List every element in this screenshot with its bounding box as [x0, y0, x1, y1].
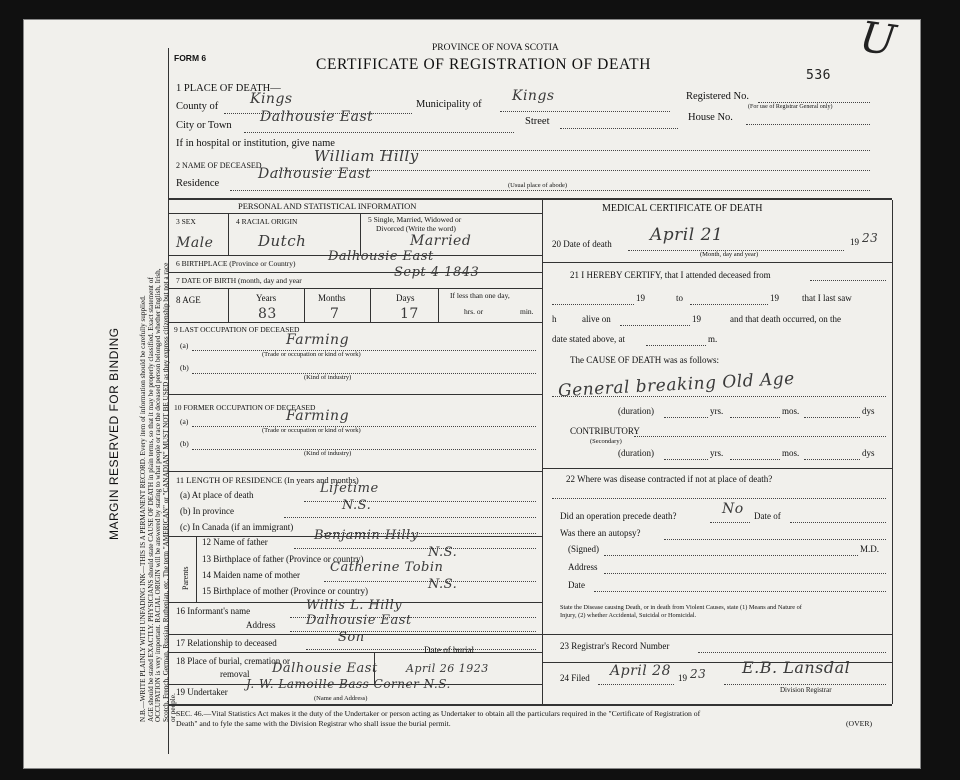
- marital-label-2: Divorced (Write the word): [376, 224, 456, 233]
- in-province-label: (b) In province: [180, 506, 234, 516]
- physician-address-line: [604, 573, 886, 574]
- at-place-of-death-label: (a) At place of death: [180, 490, 254, 500]
- duration2-line-1: [664, 459, 708, 460]
- in-canada-label: (c) In Canada (if an immigrant): [180, 522, 294, 532]
- county-value: Kings: [250, 91, 293, 107]
- former-occupation-line-b: [192, 449, 536, 450]
- footer-rule: [168, 704, 892, 706]
- operation-label: Did an operation precede death?: [560, 511, 677, 521]
- attended-from-line: [552, 304, 634, 305]
- contributory-label: CONTRIBUTORY: [570, 426, 640, 436]
- month-day-year-note: (Month, day and year): [700, 251, 759, 258]
- county-label: County of: [176, 101, 219, 112]
- margin-line-1: N.B.—WRITE PLAINLY WITH UNFADING INK—THIS IS A PERMANENT RECORD. Every item of information should be carefully supplied.: [139, 295, 147, 722]
- footer-text-1: SEC. 46.—Vital Statistics Act makes it the duty of the Undertaker or person acting as Undertaker to obtain all the particulars required in the "Certificate of Registration of: [176, 709, 701, 718]
- row-9-rule: [168, 394, 542, 395]
- registered-no-label: Registered No.: [686, 91, 749, 102]
- undertaker-value: J. W. Lamoille Bass Corner N.S.: [246, 677, 451, 691]
- physician-address-label: Address: [568, 562, 598, 572]
- deceased-name-label: 2 NAME OF DECEASED: [176, 161, 262, 170]
- date-stated-label: date stated above, at: [552, 334, 625, 344]
- registrar-signature: E.B. Lansdal: [742, 658, 851, 677]
- contributory-line: [634, 436, 886, 437]
- last-occupation-value: Farming: [286, 332, 350, 348]
- filed-year-prefix: 19: [678, 673, 687, 683]
- death-year-value: 23: [862, 231, 879, 245]
- at-place-of-death-value: Lifetime: [320, 481, 379, 496]
- h-label: h: [552, 314, 557, 324]
- medical-certificate-heading: MEDICAL CERTIFICATE OF DEATH: [602, 203, 763, 214]
- duration-line-2: [730, 417, 780, 418]
- age-days-value: 17: [400, 306, 419, 322]
- father-name-line: [294, 548, 536, 549]
- date-of-birth-label: 7 DATE OF BIRTH (month, day and year: [176, 276, 302, 285]
- over-label: (OVER): [846, 719, 873, 728]
- burial-place-value: Dalhousie East: [272, 661, 378, 676]
- date-of-burial-label: Date of burial: [424, 645, 474, 655]
- last-saw-label: that I last saw: [802, 293, 852, 303]
- house-no-line: [746, 124, 870, 125]
- province-heading: PROVINCE OF NOVA SCOTIA: [432, 43, 559, 53]
- city-value: Dalhousie East: [260, 109, 374, 125]
- column-divider: [542, 198, 543, 704]
- certify-label: 21 I HEREBY CERTIFY, that I attended deceased from: [570, 270, 771, 280]
- parents-col-line: [196, 536, 197, 602]
- father-name-label: 12 Name of father: [202, 537, 268, 547]
- physician-date-label: Date: [568, 580, 585, 590]
- violent-causes-note-1: State the Disease causing Death, or in death from Violent Causes, state (1) Means and Nature of: [560, 604, 802, 611]
- date-of-burial-value: April 26 1923: [406, 662, 489, 675]
- signed-line: [604, 555, 858, 556]
- secondary-note: (Secondary): [590, 438, 622, 445]
- parents-label: Parents: [181, 566, 190, 590]
- registrar-signature-line: [724, 684, 886, 685]
- duration2-mos: mos.: [782, 448, 800, 458]
- informant-name-value: Willis L. Hilly: [306, 598, 403, 613]
- last-occupation-b: (b): [180, 363, 189, 372]
- min-label: min.: [520, 307, 534, 316]
- operation-line: [710, 522, 750, 523]
- mother-name-value: Catherine Tobin: [330, 560, 444, 575]
- former-occupation-value: Farming: [286, 408, 350, 424]
- age-label: 8 AGE: [176, 295, 201, 305]
- sex-value: Male: [176, 235, 214, 251]
- burial-place-label: 18 Place of burial, cremation or: [176, 656, 290, 666]
- margin-line-3: OCCUPATION is very important. RACIAL ORIGIN will be answered by stating to what people or race the deceased person belonged whether English, Irish,: [154, 268, 163, 722]
- disease-contracted-label: 22 Where was disease contracted if not at place of death?: [566, 474, 773, 484]
- attended-year-a: 19: [636, 293, 645, 303]
- less-than-day-label: If less than one day,: [450, 291, 510, 300]
- trade-note: (Trade or occupation or kind of work): [262, 351, 361, 358]
- age-months-value: 7: [330, 306, 340, 322]
- father-birthplace-label: 13 Birthplace of father (Province or country): [202, 554, 364, 564]
- filed-label: 24 Filed: [560, 673, 590, 683]
- autopsy-label: Was there an autopsy?: [560, 528, 641, 538]
- street-label: Street: [525, 116, 550, 127]
- industry-note: (Kind of industry): [304, 374, 352, 381]
- cause-of-death-label: The CAUSE OF DEATH was as follows:: [570, 355, 719, 365]
- m-label: m.: [708, 334, 718, 344]
- attended-to-line: [690, 304, 768, 305]
- attended-year-b: 19: [770, 293, 779, 303]
- registrar-record-line: [698, 652, 886, 653]
- duration2-yrs: yrs.: [710, 448, 724, 458]
- cause-line: [552, 396, 886, 397]
- duration-dys: dys: [862, 406, 875, 416]
- age-col-line-4: [438, 288, 439, 322]
- row-10-rule: [168, 471, 542, 472]
- margin-binding-label: MARGIN RESERVED FOR BINDING: [107, 327, 121, 540]
- alive-on-year: 19: [692, 314, 701, 324]
- informant-name-label: 16 Informant's name: [176, 606, 251, 616]
- trade-note-2: (Trade or occupation or kind of work): [262, 427, 361, 434]
- registered-no-note: (For use of Registrar General only): [748, 104, 833, 110]
- duration-label: (duration): [618, 406, 654, 416]
- row-8-rule: [168, 322, 542, 323]
- father-birthplace-value: N.S.: [428, 545, 458, 560]
- undertaker-note: (Name and Address): [314, 695, 368, 702]
- days-label: Days: [396, 293, 415, 303]
- in-province-line: [284, 517, 536, 518]
- date-of-death-label: 20 Date of death: [552, 239, 612, 249]
- age-years-value: 83: [258, 306, 277, 322]
- age-col-line-1: [228, 288, 229, 322]
- relationship-label: 17 Relationship to deceased: [176, 638, 277, 648]
- months-label: Months: [318, 293, 346, 303]
- form-left-border: [168, 48, 169, 754]
- last-occupation-line-b: [192, 373, 536, 374]
- margin-line-4: Scotch, French, German, Russian, Ruthenian, etc. The term "AMERICAN" or "CANADIAN" MUST NOT BE USED as they express citizenship but not a race: [161, 262, 170, 722]
- sex-label: 3 SEX: [176, 217, 196, 226]
- marital-label-1: 5 Single, Married, Widowed or: [368, 215, 462, 224]
- death-year-prefix: 19: [850, 237, 859, 247]
- mother-birthplace-value: N.S.: [428, 577, 458, 592]
- former-occupation-a: (a): [180, 417, 189, 426]
- house-no-label: House No.: [688, 112, 733, 123]
- date-of-death-value: April 21: [650, 225, 724, 245]
- usual-abode-note: (Usual place of abode): [508, 182, 568, 189]
- date-of-operation-line: [790, 522, 886, 523]
- municipality-label: Municipality of: [416, 99, 482, 110]
- certificate-title: CERTIFICATE OF REGISTRATION OF DEATH: [316, 56, 651, 73]
- margin-instructions: [140, 263, 178, 722]
- row-6-rule: [168, 272, 542, 273]
- marital-status-value: Married: [410, 233, 472, 249]
- in-province-value: N.S.: [342, 498, 372, 513]
- footer-text-2: Death" and to fyle the same with the Division Registrar who shall issue the burial permit.: [176, 719, 451, 728]
- medical-rule-21: [542, 468, 892, 469]
- death-certificate: [24, 11, 920, 768]
- alive-on-label: alive on: [582, 314, 611, 324]
- burial-removal-label: removal: [220, 669, 250, 679]
- date-of-operation-label: Date of: [754, 511, 781, 521]
- certify-line: [810, 280, 886, 281]
- racial-origin-value: Dutch: [258, 232, 307, 250]
- relationship-value: Son: [338, 630, 365, 645]
- date-of-birth-value: Sept 4 1843: [394, 265, 480, 280]
- former-occupation-b: (b): [180, 439, 189, 448]
- medical-rule-23: [542, 634, 892, 635]
- alive-on-line: [620, 325, 690, 326]
- form-number: FORM 6: [174, 53, 207, 63]
- filed-date-line: [598, 684, 674, 685]
- residence-line: [230, 190, 870, 191]
- sex-col-line: [228, 213, 229, 255]
- personal-info-heading: PERSONAL AND STATISTICAL INFORMATION: [238, 201, 417, 211]
- relationship-line: [306, 649, 536, 650]
- margin-line-5: or people.: [169, 693, 178, 722]
- municipality-line: [500, 111, 670, 112]
- attended-to: to: [676, 293, 684, 303]
- age-col-line-2: [304, 288, 305, 322]
- racial-origin-label: 4 RACIAL ORIGIN: [236, 217, 298, 226]
- registration-number-stamp: 536: [806, 68, 831, 83]
- hrs-label: hrs. or: [464, 307, 484, 316]
- signed-label: (Signed): [568, 544, 599, 554]
- informant-address-line: [290, 631, 536, 632]
- age-col-line-3: [370, 288, 371, 322]
- deceased-name-value: William Hilly: [314, 147, 419, 165]
- at-place-of-death-line: [304, 501, 536, 502]
- autopsy-line: [664, 539, 886, 540]
- residence-value: Dalhousie East: [258, 166, 372, 182]
- street-line: [560, 128, 678, 129]
- form-right-border: [892, 200, 893, 704]
- death-occurred-label: and that death occurred, on the: [730, 314, 841, 324]
- corner-mark: U: [856, 11, 900, 66]
- filed-year-value: 23: [690, 667, 707, 681]
- disease-contracted-line: [552, 498, 886, 499]
- duration2-dys: dys: [862, 448, 875, 458]
- violent-causes-note-2: Injury, (2) whether Accidental, Suicidal or Homicidal.: [560, 612, 697, 619]
- birthplace-value: Dalhousie East: [328, 249, 434, 264]
- division-registrar-label: Division Registrar: [780, 686, 832, 694]
- hospital-label: If in hospital or institution, give name: [176, 138, 335, 149]
- father-name-value: Benjamin Hilly: [314, 528, 419, 543]
- hospital-line: [380, 150, 870, 151]
- margin-line-2: AGE should be stated EXACTLY. PHYSICIANS should state CAUSE OF DEATH in plain terms, so that it may be properly classified. Exact statement of: [146, 277, 155, 722]
- place-of-death-heading: 1 PLACE OF DEATH—: [176, 83, 281, 94]
- operation-value: No: [722, 501, 744, 517]
- table-top-border: [168, 198, 892, 200]
- duration-label-2: (duration): [618, 448, 654, 458]
- municipality-value: Kings: [512, 88, 555, 104]
- industry-note-2: (Kind of industry): [304, 450, 352, 457]
- date-stated-line: [646, 345, 706, 346]
- row-17-rule: [168, 652, 542, 653]
- registered-no-line: [758, 102, 870, 103]
- duration2-line-3: [804, 459, 860, 460]
- last-occupation-label: 9 LAST OCCUPATION OF DECEASED: [174, 325, 300, 334]
- registrar-record-label: 23 Registrar's Record Number: [560, 641, 670, 651]
- last-occupation-line-a: [192, 350, 536, 351]
- row-7-rule: [168, 288, 542, 289]
- physician-date-line: [594, 591, 886, 592]
- informant-address-label: Address: [246, 620, 276, 630]
- last-occupation-a: (a): [180, 341, 189, 350]
- informant-address-value: Dalhousie East: [306, 613, 412, 628]
- city-label: City or Town: [176, 120, 232, 131]
- city-line: [244, 132, 514, 133]
- cause-of-death-value: General breaking Old Age: [557, 368, 796, 402]
- birthplace-label: 6 BIRTHPLACE (Province or Country): [176, 259, 296, 268]
- former-occupation-line-a: [192, 426, 536, 427]
- md-label: M.D.: [860, 544, 880, 554]
- duration-yrs: yrs.: [710, 406, 724, 416]
- medical-rule-20: [542, 262, 892, 263]
- duration2-line-2: [730, 459, 780, 460]
- years-label: Years: [256, 293, 277, 303]
- former-occupation-label: 10 FORMER OCCUPATION OF DECEASED: [174, 403, 316, 412]
- undertaker-label: 19 Undertaker: [176, 687, 228, 697]
- residence-label: Residence: [176, 178, 220, 189]
- mother-name-label: 14 Maiden name of mother: [202, 570, 300, 580]
- duration-line-1: [664, 417, 708, 418]
- filed-date-value: April 28: [610, 663, 671, 679]
- duration-line-3: [804, 417, 860, 418]
- mother-birthplace-label: 15 Birthplace of mother (Province or country): [202, 586, 368, 596]
- duration-mos: mos.: [782, 406, 800, 416]
- length-of-residence-label: 11 LENGTH OF RESIDENCE (In years and months): [176, 475, 359, 485]
- personal-heading-rule: [168, 213, 542, 214]
